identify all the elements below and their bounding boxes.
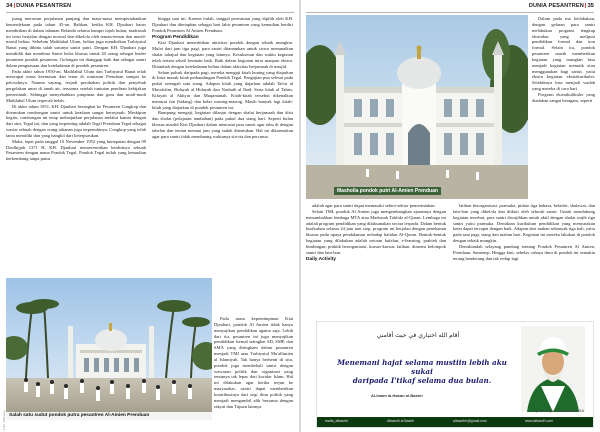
paragraph: Maka, tepat pada tanggal 10 November 1952 yang bertepatan dengan 09 Dzulhijjah 1371 H, KH. Djauhari memeresmikan berdirinya sebuah Pesantren dengan nama Pondok Tegal. Pondok Tegal inilah yang kemudian berkembang tanpa putus	[6, 138, 146, 162]
quote-advertisement	[316, 321, 594, 428]
mosque-photo-caption: Masholla pondok putri Al-Amien Prenduan	[334, 187, 441, 195]
left-header-separator: |	[13, 3, 16, 9]
ad-instagram-handle: mafia_albasrih	[325, 419, 348, 423]
paragraph: Selain palsuk daripada pagi, mereka mengaji kitab kuning yang diajarkan di Intra masuk kitab perbandingan Pondok Tegal. Pengajian pun selesai pada pukul setengah satu siang. Adapun kitab yang dajarkan adalah Tafsir al Mutafsfim, Bidayah al Hidayah dan Nashaih al Ibad. Serta kitab al Tahrir, Kifayah al Akhyar dan Muqamanah. Kitab-kitab tersebut dikenalkan menurut fan (bidang) dan kelas masing-masing. Masih banyak lagi kitab-kitab yang diajarkan di pondok pesantren ini.	[152, 69, 293, 110]
ad-arabic-text: أقام الله اختياري في حيث أقامني	[376, 332, 460, 339]
right-page-number: 35	[587, 3, 594, 9]
mosque-photo	[306, 15, 528, 199]
paragraph: adalah agar para santri dapat memasuki sektor-sektor pemerintahan.	[312, 203, 436, 208]
left-header-rule	[6, 12, 294, 13]
paragraph: Pada akhir tahun 1950-an, Mathlabul Ulum dan Tarbiyatul Banat telah mencapai masa keemasan dan tenar di wantaran Prenduan sampai ke pelosoknya. Namun sayang, terjadi perubahan politik dan penyebab pergolakan umat di tanah air, terutama setelah tuntutan pendiran kebijakan pemerintah. Sehingga menyebabkan pimpinan dan guru dan mudi-mudi Mathlabul Ulum terpecah belah.	[6, 68, 146, 103]
paragraph: Selain TMI, pondok Al Amien juga mengembangkan ajarannya dengan menambahkan lembaga MTA atau Madrasah Tahfidz al-Quran. Lembaga ini adalah program pendidikan yang dilaksanakan secara terpadu. Dalam bentuk kurikulum selama 24 jam non stop, program ini berjalan dengan penekanan khusus pada upaya pendalaman terhadap hafalan Al-Quran. Bentuk-bentuk kegiatan yang dilakukan adalah setoran hafalan, e-learning, praktek dan bimbingan, praktik berorganisasi, kursus-kursus, latihan, dimensi kelompok santri dan lain-lain.	[306, 208, 446, 255]
pesantren-grounds-photo	[6, 278, 212, 420]
section-heading: Daily Activity	[306, 256, 336, 262]
left-column-2	[152, 16, 293, 316]
paragraph: Rampung mengaji, kegiatan dilanjut dengan shalat berjamaah dan diisi dan sholat (pelajaran tambahan) pada pukul dua siang hari. Seperti bulan khusus maulid Kiai Djauhari dalam mencatat para santri agar tahu di dengan tabelan dan tentan menuai jam yang sudah ditentukan. Hal ini dikarenakan agar para santri tidak membuang waktunya sia-sia dan percuma.	[152, 110, 293, 139]
ad-role-caption: Syekh Hujan al-Habibah, USA	[533, 409, 584, 413]
left-photo-caption: Salah satu sudut pondok putra pesantren Al-Amien Prenduan	[6, 412, 212, 420]
mosque-illustration	[306, 15, 528, 199]
left-section-title: DUNIA PESANTREN	[16, 3, 72, 9]
paragraph: latihan berorganisasi, pramuka, pidato tiga bahasa, beladiri, shalawat, dan lain-lain yang dikelola dan diikuti oleh seluruh santri. Untuk mendukung kegiatan tersebut, para santri diwajibkan untuk aktif dengan shalat wajib tiga santri yaitu pramuka. Demikian kurikulum pendidikan yang menyatakan ketat dapat tercapai dengan baik. Adapun dari makan sebanyak tiga kali, yaitu pada saat pagi, siang dan malam hari. Kegiatan ini mereka lakukan di pondok dengan sebaik mungkin.	[453, 203, 595, 244]
ad-attribution: Al-Imam al-Hasan al-Bashri	[371, 393, 423, 398]
right-section-title: DUNIA PESANTREN	[528, 3, 584, 9]
ad-email: albasrihh@gmail.com	[453, 419, 487, 423]
left-page-number: 34	[6, 3, 13, 9]
ad-footer-bar	[317, 417, 593, 427]
ad-quote-line-2: daripada I'tikaf selama dua bulan.	[352, 376, 492, 385]
paragraph: Program ekstrakulikuler yang diadakan sangat beragam, seperti	[532, 91, 595, 103]
paragraph: Dalam pada ma keilakukan, dengan gelaran para santri melakukan program lengkap ekstrakur yang meliputi pendidikan formal dan non formal. Selain itu, pondok pesantren masih memberikan kegiatan yang mungkin bisa menjadi kegiatan menarik atau menggunakan bagi santri, yaitu ekstra kegiatan ekstrakurikuler. Setidaknya bisa menjadi wadah yang mereka di cara hari.	[532, 16, 595, 92]
right-header-separator: |	[584, 3, 587, 9]
scholar-portrait	[521, 326, 585, 412]
left-column-2-lower	[214, 316, 293, 424]
left-page-header	[6, 3, 71, 9]
ad-quote	[327, 358, 517, 385]
right-header-rule	[306, 12, 594, 13]
left-page	[0, 0, 299, 432]
right-page-header	[529, 3, 594, 9]
ad-facebook-handle: Albasrih al Basrih	[387, 419, 415, 423]
photo-illustration	[6, 278, 212, 420]
ad-website: www.albasrih.com	[525, 419, 554, 423]
left-column-1	[6, 16, 146, 274]
ad-quote-line-1: Menemani hajat selama mustiin lebih aku sukai	[337, 358, 507, 376]
paragraph: Kiai Djauhari menerbitkan aktivitas pondok dengan sebaik mungkin. Mulai dari jam tiga pagi, para santri ditanamkan untuk siswa menunaikan shalat tahajud dan kegiatan yang lainnya. Kesuksesan dan waktu kegiatan telah tertata sekali bermain baik. Baik dalam kegiatan intra maupun ekstra. Ditambah dengan keteladanan beliau dalam aktivitas berjamaah di masjid.	[152, 40, 293, 69]
paragraph: Pada masa kepemimpinan Kiai Djauhari, pondok Al Amien tidak hanya menyajikan pendidikan agama saja. Lebih dari itu, pesantren ini juga menyajikan pendidikan formal setingkat SD, SMP, dan SMA yang diringkam dalam pesantren menjadi TMI atau Tarbiyatul Mu'allimien al Islamiyah. Tak hanya berhenti di situ, pondok juga membekali santri dengan wawasan politik dan organisasi yang tentunya tak lepas dari koridor Islam. Hal ini dilakukan agar ketika terjun ke masyarakat, santri dapat memberikan kontribusinya dari segi ilmu politik yang menjadi mengambil alih bersama dengan rakyat dan Tujuan lainnya	[214, 316, 293, 409]
section-heading: Program Pendidikan	[152, 34, 199, 40]
paragraph: Demikianlah selayang pandang tentang Pondok Pesantren Al Amien, Prenduan, Sumenep. Hingga kini, sebelas cahaya ilmu di pondok ini semakin terang benderang dan tak redup lagi.	[453, 243, 595, 261]
photo-credit: Foto: Istimewa	[2, 410, 6, 430]
right-column-1	[306, 203, 446, 319]
right-column-2	[453, 203, 595, 319]
right-column-top	[532, 16, 595, 201]
paragraph: hingga saat ini. Karena itulah, tanggal peresmian yang dipilih oleh KH. Djauhari dan ditetapkan sebagai hari lahir pesantren yang kemudian berdiri Pondok Pesantren Al Amien Prenduan.	[152, 16, 293, 33]
paragraph: juang merawan perjalanan panjang dan masa-masa mempertahankan kemerdekaan pada tahun 45-an. Bahkan, ketika KH. Djauhari harus mendirikan di dalam tahanan Belanda selama hampir tujuh bulan, madrasah ini terus berjalan dengan normal dan dikelola oleh teman-teman dan murid-murid beliau. Sebelum Mathlabul Ulum, beliau juga mendirikan Tarbiyatul Banat yang dibina salah satunya santri putri. Dengan KH. Djauhari juga mendidik dan membina Santri kelas khusus untuk 20 orang sebagai leader pesantren pondok pesantren. Golongan ini dianggap baik dan sebagai santri dalam penguasaan dan keteladanan di pondok pesantren.	[6, 16, 146, 68]
paragraph: Di akhir tahun 1951, KH. Djauhari berangkat ke Pesantren Congkop dan ditemukan rombongan santri untuk keadaan sangat bersejarah. Meskipun begitu, rombongan ini tetap melanjutkan perjalanan melalui kamar dengan dari sini, Tegal ini, dan yang terpenting adalah Tegal Prenduan Tegal sebagai wasiat sebuah dengan orang tahanan juga terpenuhinya, Congkop yang telah lama memiliki dan yang bangkit dari keterpurukan.	[6, 103, 146, 138]
